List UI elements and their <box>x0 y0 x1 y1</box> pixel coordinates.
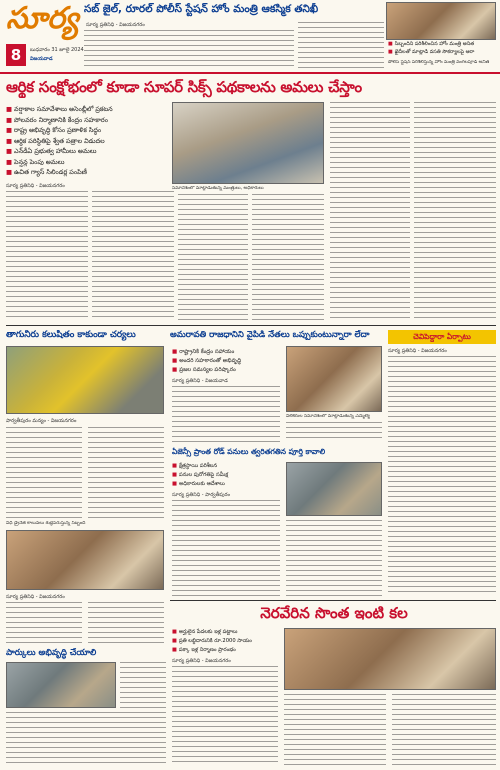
housing-text-col-3 <box>392 694 496 766</box>
page-number-box <box>6 44 26 66</box>
top-story-byline: సూర్య ప్రతినిధి - విజయనగరం <box>86 22 145 28</box>
left-story-photo-caption: వీధి డ్రైనేజీ కాలువలు శుభ్రపరుస్తున్న సిబ్బంది <box>6 521 86 526</box>
housing-divider <box>170 600 496 601</box>
masthead-logo: సూర్య <box>6 1 79 36</box>
center-bullet: ■ అందరి సహకారంతో అభివృద్ధి <box>172 358 242 364</box>
center-story-photo <box>286 346 382 412</box>
center-bullet: ■ ప్రజల సమస్యల పరిష్కారం <box>172 367 236 373</box>
section-divider <box>6 325 496 326</box>
housing-photo <box>284 628 496 690</box>
top-story-headline: సబ్ జైల్, రూరల్ పోలీస్ స్టేషన్ హోం మంత్రి ఆకస్మిక తనిఖీ <box>84 3 319 15</box>
top-story-text <box>84 30 294 68</box>
village-text-col-2 <box>88 602 164 646</box>
lead-headline: ఆర్థిక సంక్షోభంలో కూడా సూపర్ సిక్స్ పథకాలను అమలు చేస్తాం <box>6 78 362 96</box>
lead-bullet: ■ రాష్ట్ర అభివృద్ధి కోసం ప్రణాళిక సిద్ధం <box>6 126 102 134</box>
lead-bullets <box>6 104 166 178</box>
village-byline: సూర్య ప్రతినిధి - విజయనగరం <box>6 594 65 600</box>
center-bullet: ■ రాష్ట్రానికి కేంద్రం సహాయం <box>172 349 235 355</box>
lead-bullet: ■ ఉచిత గ్యాస్ సిలిండర్ల పంపిణీ <box>6 168 87 176</box>
lead-text-col-6 <box>414 102 496 321</box>
top-story-note-1: ■ సిబ్బందిని పరిశీలించిన హోం మంత్రి అనిత <box>388 41 475 47</box>
left-story-headline: తాగునీరు కలుషితం కాకుండా చర్యలు <box>6 330 136 340</box>
housing-text-col-2 <box>284 694 386 766</box>
village-text-col-3 <box>120 662 166 708</box>
agency-photo <box>286 462 382 516</box>
left-story-byline: పార్వతీపురం మన్యం - విజయనగరం <box>6 418 77 424</box>
right-story-headline: చెవిపెద్దారా ఏర్పాటు <box>413 332 471 341</box>
masthead-edition: విజయవాడ <box>30 56 53 62</box>
top-story-note-2: ■ ఖైదీలతో మాట్లాడి వసతి సౌకర్యాలపై ఆరా <box>388 49 475 55</box>
village-photo-2 <box>6 662 116 708</box>
housing-bullet: ■ పక్కా ఇళ్ల నిర్మాణం ప్రారంభం <box>172 647 236 653</box>
top-story-photo-caption: పోలీస్ స్టేషన్ పరిశీలిస్తున్న హోం మంత్రి వంగలపూడి అనిత <box>388 60 490 65</box>
lead-byline: సూర్య ప్రతినిధి - విజయనగరం <box>6 183 65 189</box>
lead-bullet: ■ ఎన్‌డీఏ ప్రభుత్వ హామీలు అమలు <box>6 147 97 155</box>
village-text-col-4 <box>6 712 166 764</box>
lead-bullet: ■ వర్షాకాల సమావేశాలు అసెంబ్లీలో ప్రకటన <box>6 105 113 113</box>
lead-bullet: ■ ఆర్థిక పరిస్థితిపై శ్వేత పత్రాల విడుదల <box>6 136 105 145</box>
lead-bullet: ■ పెన్షన్ల పెంపు అమలు <box>6 157 65 166</box>
lead-text-col-1 <box>6 191 88 321</box>
center-text-col-1 <box>172 386 280 442</box>
housing-byline: సూర్య ప్రతినిధి - విజయనగరం <box>172 658 231 664</box>
lead-text-col-5 <box>330 102 410 321</box>
masthead-divider <box>0 72 500 74</box>
agency-bullet: ■ క్షేత్రస్థాయి పరిశీలన <box>172 463 218 469</box>
housing-headline: నెరవేరిన సొంత ఇంటి కల <box>260 604 408 622</box>
agency-text-col-1 <box>172 500 280 596</box>
village-photo <box>6 530 164 590</box>
lead-text-col-2 <box>92 191 174 321</box>
page-number: 8 <box>10 46 22 64</box>
center-story-photo-caption: విలేకరుల సమావేశంలో మాట్లాడుతున్న ఎమ్మెల్యే <box>286 414 370 419</box>
masthead <box>0 0 500 70</box>
lead-text-col-4 <box>252 194 324 321</box>
agency-headline: ఏజెన్సీ ప్రాంత రోడ్ పనులు త్వరితగతిన పూర్తి కావాలి <box>172 447 326 456</box>
right-story-headline-box <box>388 330 496 344</box>
housing-text-col-1 <box>172 666 278 766</box>
center-story-bullets <box>172 348 282 375</box>
agency-bullet: ■ పనుల పురోగతిపై సమీక్ష <box>172 472 229 478</box>
center-story-byline: సూర్య ప్రతినిధి - విజయవాడ <box>172 378 228 384</box>
right-story-text <box>388 356 496 596</box>
left-story-text-col-2 <box>88 427 164 519</box>
housing-bullets <box>172 628 278 655</box>
lead-bullet: ■ పోలవరం నిర్మాణానికి కేంద్రం సహకారం <box>6 115 108 124</box>
masthead-date: బుధవారం 31 జూలై 2024 <box>30 47 84 53</box>
agency-bullet: ■ అధికారులకు ఆదేశాలు <box>172 481 225 487</box>
left-story-photo <box>6 346 164 414</box>
top-story-photo <box>386 2 496 40</box>
village-subhead: పార్కులు అభివృద్ధి చేయాలి <box>6 648 97 658</box>
housing-bullet: ■ అర్హులైన పేదలకు ఇళ్ల పట్టాలు <box>172 629 238 635</box>
center-story-headline: అమరావతి రాజధానిని వైపిడి నేతలు ఒప్పుకుంటున్నారా లేదా <box>170 330 370 340</box>
village-text-col-1 <box>6 602 82 646</box>
center-text-col-2 <box>286 422 382 442</box>
agency-text-col-2 <box>286 520 382 596</box>
agency-bullets <box>172 462 280 489</box>
right-story-byline: సూర్య ప్రతినిధి - విజయనగరం <box>388 348 447 354</box>
lead-photo-caption: సమావేశంలో మాట్లాడుతున్న మంత్రులు, అధికారులు <box>172 186 264 191</box>
top-story-text-2 <box>298 22 384 68</box>
agency-byline: సూర్య ప్రతినిధి - పార్వతీపురం <box>172 492 230 498</box>
lead-text-col-3 <box>178 194 248 321</box>
lead-photo <box>172 102 324 184</box>
left-story-text-col-1 <box>6 427 82 519</box>
housing-bullet: ■ ప్రతి లబ్ధిదారునికి రూ.2000 సాయం <box>172 638 252 644</box>
